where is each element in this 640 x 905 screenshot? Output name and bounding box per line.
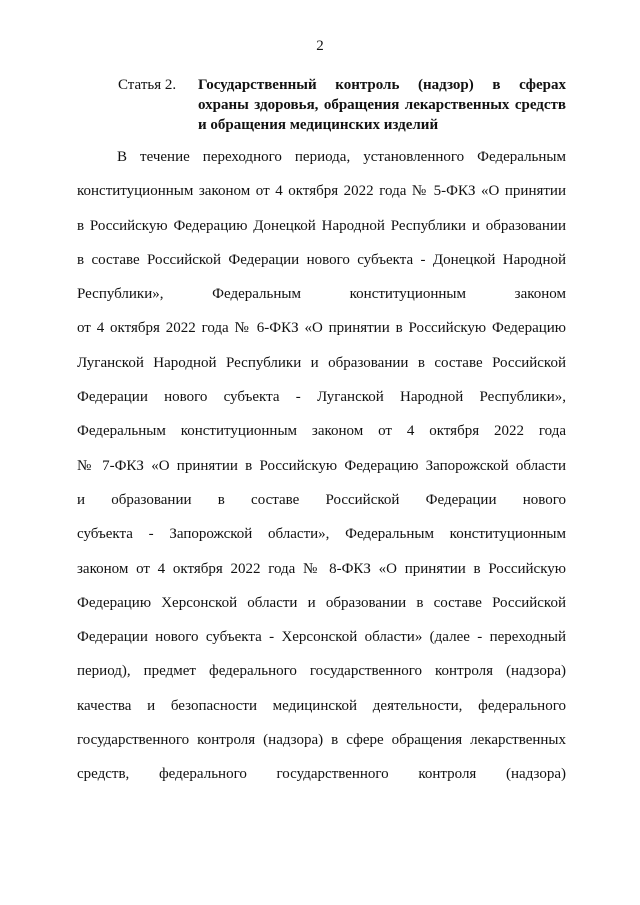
article-label: Статья 2. — [118, 77, 177, 93]
article-title-line: и обращения медицинских изделий — [198, 117, 439, 133]
body-line: Республики», Федеральным конституционным законом — [77, 286, 566, 303]
article-title-line: охраны здоровья, обращения лекарственных средств — [198, 97, 566, 113]
body-line: и образовании в составе Российской Федерации нового — [77, 491, 566, 508]
body-line: Федеральным конституционным законом от 4 октября 2022 года — [77, 423, 566, 440]
article-title — [198, 75, 566, 135]
body-line: качества и безопасности медицинской деятельности, федерального — [77, 697, 566, 714]
body-line: в Российскую Федерацию Донецкой Народной Республики и образовании — [77, 217, 566, 234]
body-line: субъекта - Запорожской области», Федеральным конституционным — [77, 526, 566, 543]
body-line: Федерацию Херсонской области и образовании в составе Российской — [77, 594, 566, 611]
body-line: В течение переходного периода, установленного Федеральным — [117, 149, 566, 165]
body-line: № 7-ФКЗ «О принятии в Российскую Федерацию Запорожской области — [77, 457, 566, 474]
body-line: Луганской Народной Республики и образовании в составе Российской — [77, 354, 566, 371]
body-line: от 4 октября 2022 года № 6-ФКЗ «О принятии в Российскую Федерацию — [77, 320, 566, 337]
article-body — [77, 140, 566, 792]
body-line: в составе Российской Федерации нового субъекта - Донецкой Народной — [77, 251, 566, 268]
body-line: конституционным законом от 4 октября 2022 года № 5-ФКЗ «О принятии — [77, 183, 566, 200]
body-line: Федерации нового субъекта - Луганской Народной Республики», — [77, 389, 566, 406]
body-line: государственного контроля (надзора) в сфере обращения лекарственных — [77, 732, 566, 749]
body-line: законом от 4 октября 2022 года № 8-ФКЗ «О принятии в Российскую — [77, 560, 566, 577]
body-line: Федерации нового субъекта - Херсонской области» (далее - переходный — [77, 629, 566, 646]
article-title-line: Государственный контроль (надзор) в сферах — [198, 77, 566, 93]
body-line: средств, федерального государственного контроля (надзора) — [77, 766, 566, 783]
page-number: 2 — [316, 38, 324, 54]
body-line: период), предмет федерального государственного контроля (надзора) — [77, 663, 566, 680]
